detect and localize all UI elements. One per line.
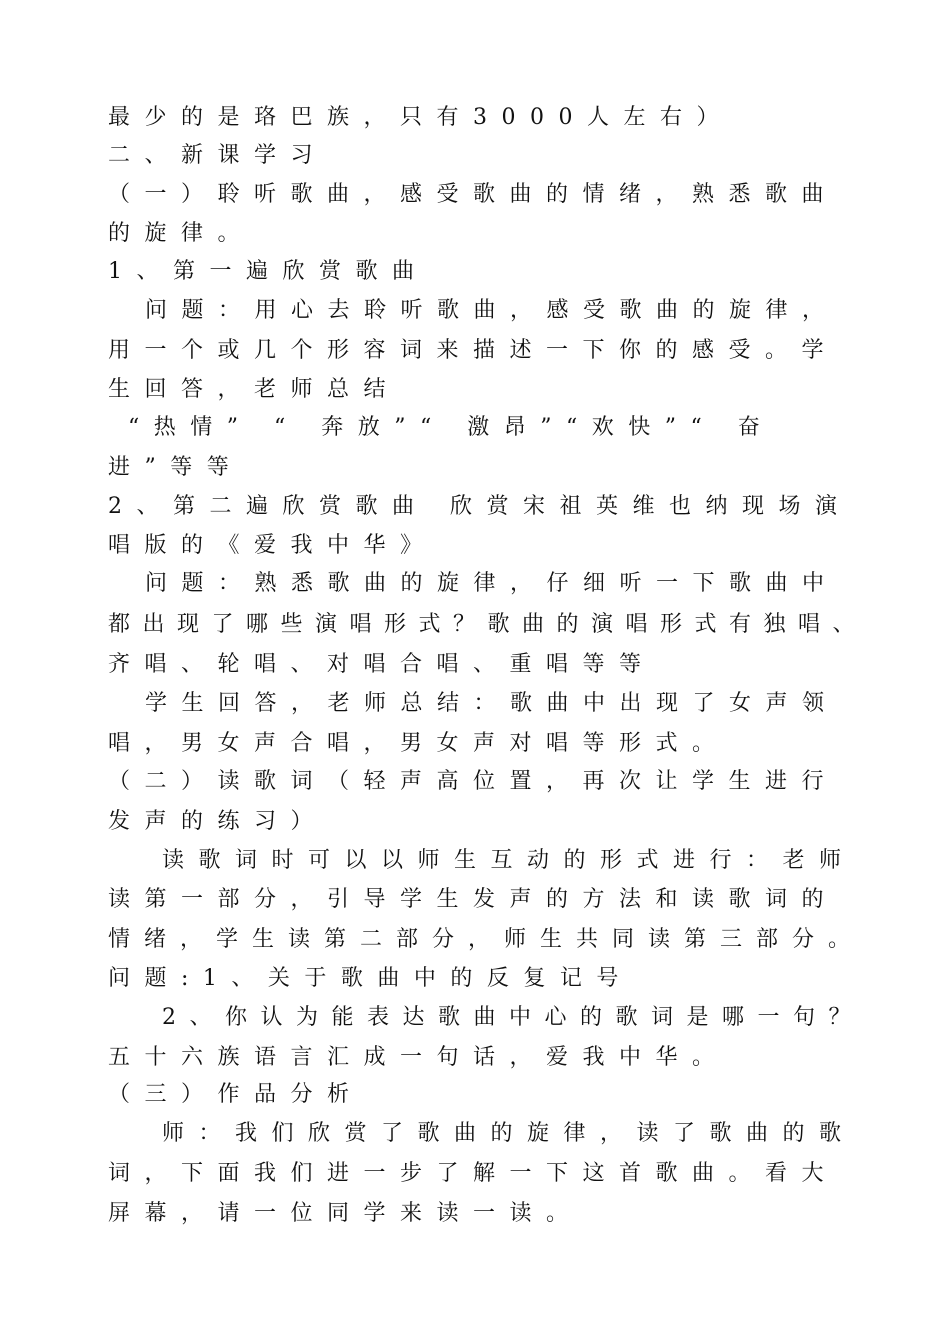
- text-line: 屏幕，请一位同学来读一读。: [108, 1201, 583, 1226]
- section-heading: 二、新课学习: [108, 143, 328, 168]
- subsection-heading: （二）读歌词（轻声高位置，再次让学生进行: [108, 769, 839, 794]
- text-line: 问题：熟悉歌曲的旋律，仔细听一下歌曲中: [145, 571, 839, 596]
- text-line: 读第一部分，引导学生发声的方法和读歌词的: [108, 887, 839, 912]
- subsection-heading: （一）聆听歌曲，感受歌曲的情绪，熟悉歌曲: [108, 182, 839, 207]
- text-line: 的旋律。: [108, 221, 255, 246]
- text-line: “热情” “ 奔放”“ 激昂”“欢快”“ 奋: [128, 415, 775, 440]
- text-line: 发声的练习）: [108, 809, 328, 834]
- text-line: 词，下面我们进一步了解一下这首歌曲。看大: [108, 1161, 839, 1186]
- step-heading: 1、第一遍欣赏歌曲: [108, 259, 429, 284]
- text-line: 问题：用心去聆听歌曲，感受歌曲的旋律，: [145, 298, 839, 323]
- text-line: 生回答，老师总结: [108, 377, 401, 402]
- text-line: 唱版的《爱我中华》: [108, 533, 437, 558]
- text-line: 师：我们欣赏了歌曲的旋律，读了歌曲的歌: [162, 1121, 856, 1146]
- text-line: 情绪，学生读第二部分，师生共同读第三部分。: [108, 927, 865, 952]
- text-line: 五十六族语言汇成一句话，爱我中华。: [108, 1045, 729, 1070]
- text-line: 唱，男女声合唱，男女声对唱等形式。: [108, 731, 729, 756]
- text-line: 齐唱、轮唱、对唱合唱、重唱等等: [108, 652, 656, 677]
- subsection-heading: （三）作品分析: [108, 1082, 364, 1107]
- text-line: 最少的是珞巴族，只有3000人左右）: [108, 105, 733, 130]
- step-heading: 2、第二遍欣赏歌曲 欣赏宋祖英维也纳现场演: [108, 494, 852, 519]
- text-line: 学生回答，老师总结：歌曲中出现了女声领: [145, 691, 839, 716]
- text-line: 用一个或几个形容词来描述一下你的感受。学: [108, 338, 839, 363]
- text-line: 读歌词时可以以师生互动的形式进行：老师: [162, 848, 856, 873]
- text-line: 问题:1、关于歌曲中的反复记号: [108, 966, 633, 991]
- text-line: 2、你认为能表达歌曲中心的歌词是哪一句？: [162, 1005, 864, 1030]
- text-line: 进”等等: [108, 455, 244, 480]
- text-line: 都出现了哪些演唱形式？歌曲的演唱形式有独唱、: [108, 612, 868, 637]
